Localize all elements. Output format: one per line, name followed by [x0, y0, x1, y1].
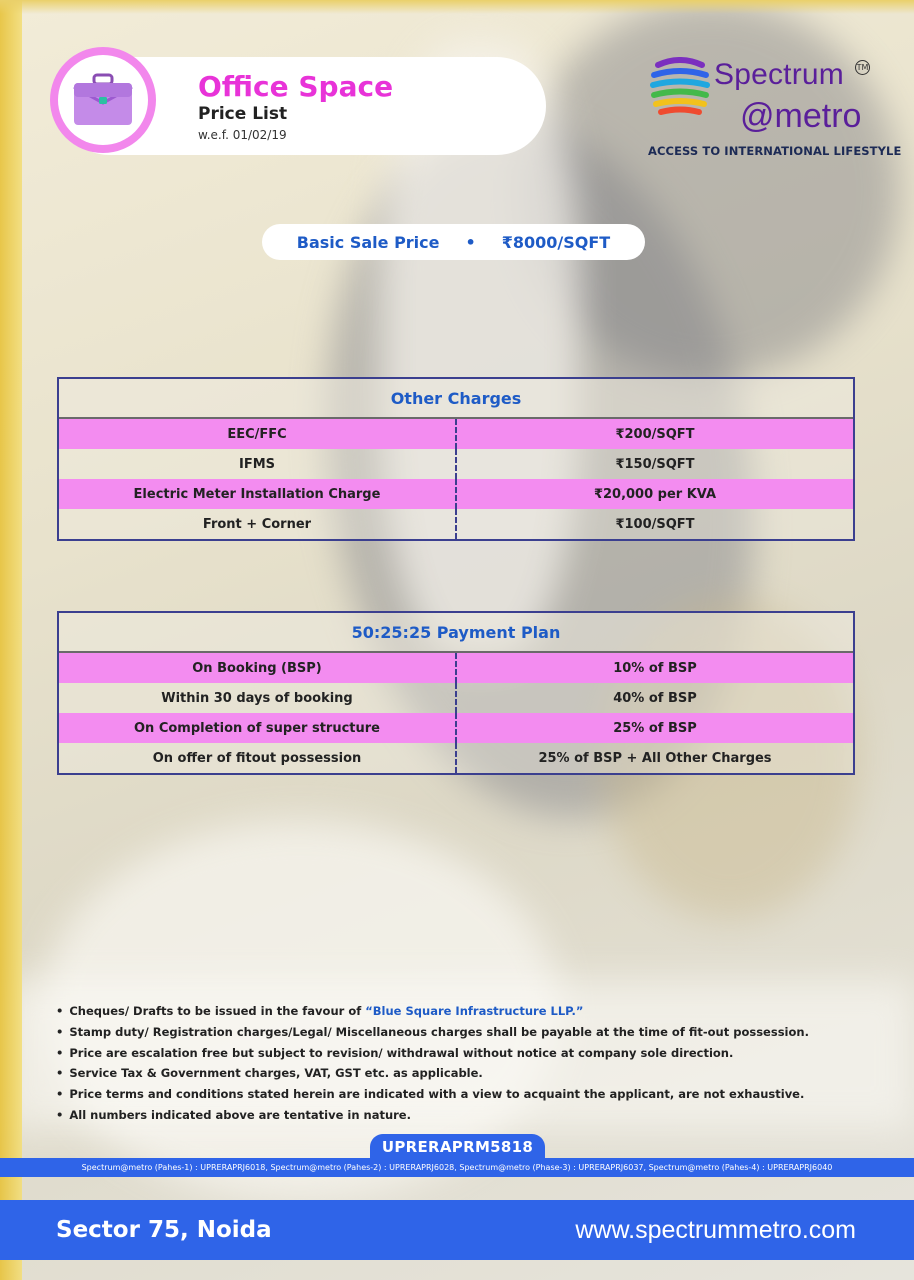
- briefcase-badge: [50, 47, 156, 153]
- spectrum-logo-icon: [650, 57, 710, 119]
- table-title: Other Charges: [59, 379, 853, 419]
- charge-value: ₹200/SQFT: [615, 426, 695, 442]
- effective-date: w.e.f. 01/02/19: [198, 128, 287, 142]
- website-link[interactable]: www.spectrummetro.com: [575, 1215, 856, 1244]
- list-item: [56, 1084, 886, 1105]
- table-row: [59, 683, 853, 713]
- plan-stage: On offer of fitout possession: [59, 743, 457, 773]
- gold-frame-top: [0, 0, 914, 14]
- logo-tagline: ACCESS TO INTERNATIONAL LIFESTYLE: [648, 144, 902, 158]
- terms-list: [56, 1001, 886, 1126]
- table-row: [59, 509, 853, 539]
- table-row: [59, 479, 853, 509]
- charge-value: ₹100/SQFT: [615, 516, 695, 532]
- briefcase-icon: [72, 73, 134, 127]
- charge-value: ₹20,000 per KVA: [593, 486, 717, 502]
- charge-label: IFMS: [59, 449, 457, 479]
- plan-stage: Within 30 days of booking: [59, 683, 457, 713]
- rera-registration-badge: UPRERAPRM5818: [370, 1134, 545, 1160]
- table-title: 50:25:25 Payment Plan: [59, 613, 853, 653]
- bsp-label: Basic Sale Price: [296, 232, 440, 252]
- note-text: Cheques/ Drafts to be issued in the favour of: [69, 1004, 366, 1018]
- page-subtitle: Price List: [198, 104, 288, 124]
- charge-label: Front + Corner: [59, 509, 457, 539]
- bullet: •: [56, 1087, 64, 1102]
- plan-stage: On Booking (BSP): [59, 653, 457, 683]
- charge-value: ₹150/SQFT: [615, 456, 695, 472]
- bullet: •: [56, 1066, 64, 1081]
- note-text: Stamp duty/ Registration charges/Legal/ Miscellaneous charges shall be payable at the time of fit-out possession.: [69, 1024, 809, 1039]
- charge-label: EEC/FFC: [59, 419, 457, 449]
- bullet: •: [56, 1107, 64, 1122]
- page-title: Office Space: [198, 70, 394, 103]
- plan-amount: 25% of BSP + All Other Charges: [538, 750, 772, 766]
- footer-bar: [0, 1200, 914, 1260]
- charge-label: Electric Meter Installation Charge: [59, 479, 457, 509]
- location-text: Sector 75, Noida: [56, 1217, 272, 1243]
- plan-stage: On Completion of super structure: [59, 713, 457, 743]
- table-row: [59, 743, 853, 773]
- bsp-separator: •: [465, 232, 476, 252]
- basic-sale-price-banner: [262, 224, 645, 260]
- bullet: •: [56, 1045, 64, 1060]
- bsp-value: ₹8000/SQFT: [501, 232, 611, 252]
- list-item: [56, 1043, 886, 1064]
- table-row: [59, 449, 853, 479]
- table-row: [59, 653, 853, 683]
- table-row: [59, 419, 853, 449]
- plan-amount: 25% of BSP: [613, 720, 697, 736]
- list-item: [56, 1022, 886, 1043]
- logo-suffix: @metro: [740, 97, 862, 135]
- bullet: •: [56, 1024, 64, 1039]
- bullet: •: [56, 1004, 64, 1018]
- plan-amount: 40% of BSP: [613, 690, 697, 706]
- note-text: Service Tax & Government charges, VAT, GST etc. as applicable.: [69, 1066, 483, 1081]
- logo-name: Spectrum: [714, 58, 844, 91]
- note-text: Price are escalation free but subject to revision/ withdrawal without notice at company sole direction.: [69, 1045, 734, 1060]
- plan-amount: 10% of BSP: [613, 660, 697, 676]
- gold-frame-left: [0, 0, 22, 1280]
- note-text: Price terms and conditions stated herein are indicated with a view to acquaint the applicant, are not exhaustive.: [69, 1087, 805, 1102]
- payment-plan-table: [57, 611, 855, 775]
- list-item: [56, 1063, 886, 1084]
- table-row: [59, 713, 853, 743]
- trademark-mark: TM: [855, 60, 870, 75]
- rera-project-numbers: Spectrum@metro (Pahes-1) : UPRERAPRJ6018, Spectrum@metro (Pahes-2) : UPRERAPRJ6028, Spectrum@metro (Phase-3) : UPRERAPRJ6037, Spectrum@metro (Pahes-4) : UPRERAPRJ6040: [0, 1158, 914, 1177]
- list-item: [56, 1001, 886, 1022]
- note-text: All numbers indicated above are tentative in nature.: [69, 1107, 411, 1122]
- payee-name: “Blue Square Infrastructure LLP.”: [365, 1004, 584, 1018]
- other-charges-table: [57, 377, 855, 541]
- list-item: [56, 1105, 886, 1126]
